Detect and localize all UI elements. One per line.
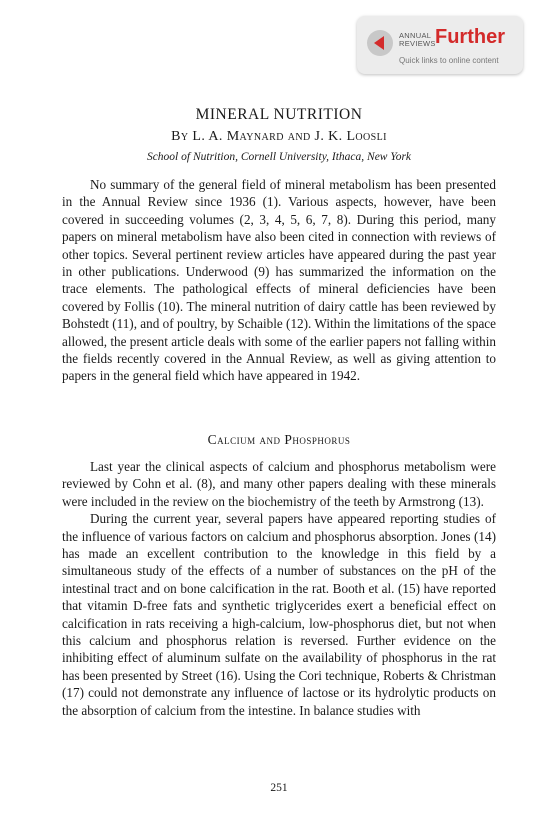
section-paragraph-1: Last year the clinical aspects of calcium and phosphorus metabolism were reviewed by Cohn et al. (8), and many other papers dealing with these minerals were included in the review on the biochemistry of the teeth by Armstrong (13).	[62, 459, 496, 509]
annual-reviews-label: ANNUAL REVIEWS	[399, 31, 436, 48]
annual-reviews-logo-icon	[367, 30, 393, 56]
intro-paragraph: No summary of the general field of mineral metabolism has been presented in the Annual Review since 1936 (1). Various aspects, however, have been covered in succeeding volumes (2, 3, 4, 5, 6, 7, 8). During this period, many papers on mineral metabolism have also been cited in connection with reviews of other topics. Several pertinent review articles have appeared during the past year in other publications. Underwood (9) has summarized the information on the trace elements. The pathological effects of mineral deficiencies have been covered by Follis (10). The mineral nutrition of dairy cattle has been reviewed by Bohstedt (11), and of poultry, by Schaible (12). Within the limitations of the space allowed, the present article deals with some of the earlier papers not falling within the fields recently covered in the Annual Review, as well as giving attention to papers in the general field which have appeared in 1942.	[62, 177, 496, 384]
further-title: Further	[435, 26, 505, 48]
intro-paragraph-block	[62, 176, 496, 385]
further-subtitle: Quick links to online content	[399, 56, 499, 65]
further-badge[interactable]	[357, 16, 523, 74]
section-paragraph-2: During the current year, several papers have appeared reporting studies of the influence of various factors on calcium and phosphorus absorption. Jones (14) has made an excellent contribution to the knowledge in this field by a simultaneous study of the effects of a number of substances on the pH of the intestinal tract and on bone calcification in the rat. Booth et al. (15) have reported that vitamin D-free fats and synthetic triglycerides exert a beneficial effect on calcification in rats receiving a high-calcium, low-phosphorus diet, but not when this calcium and phosphorus relation is reversed. Further evidence on the inhibiting effect of aluminum sulfate on the availability of phosphorus in the rat has been presented by Street (16). Using the Cori technique, Roberts & Christman (17) could not demonstrate any influence of lactose or its hydrolytic products on the absorption of calcium from the intestine. In balance studies with	[62, 511, 496, 718]
article-byline: By L. A. Maynard and J. K. Loosli	[171, 129, 387, 144]
section-body	[62, 458, 496, 719]
article-title: MINERAL NUTRITION	[195, 106, 363, 123]
section-heading: Calcium and Phosphorus	[207, 432, 351, 447]
page-number: 251	[270, 782, 288, 794]
article-affiliation: School of Nutrition, Cornell University, Ithaca, New York	[146, 151, 412, 163]
